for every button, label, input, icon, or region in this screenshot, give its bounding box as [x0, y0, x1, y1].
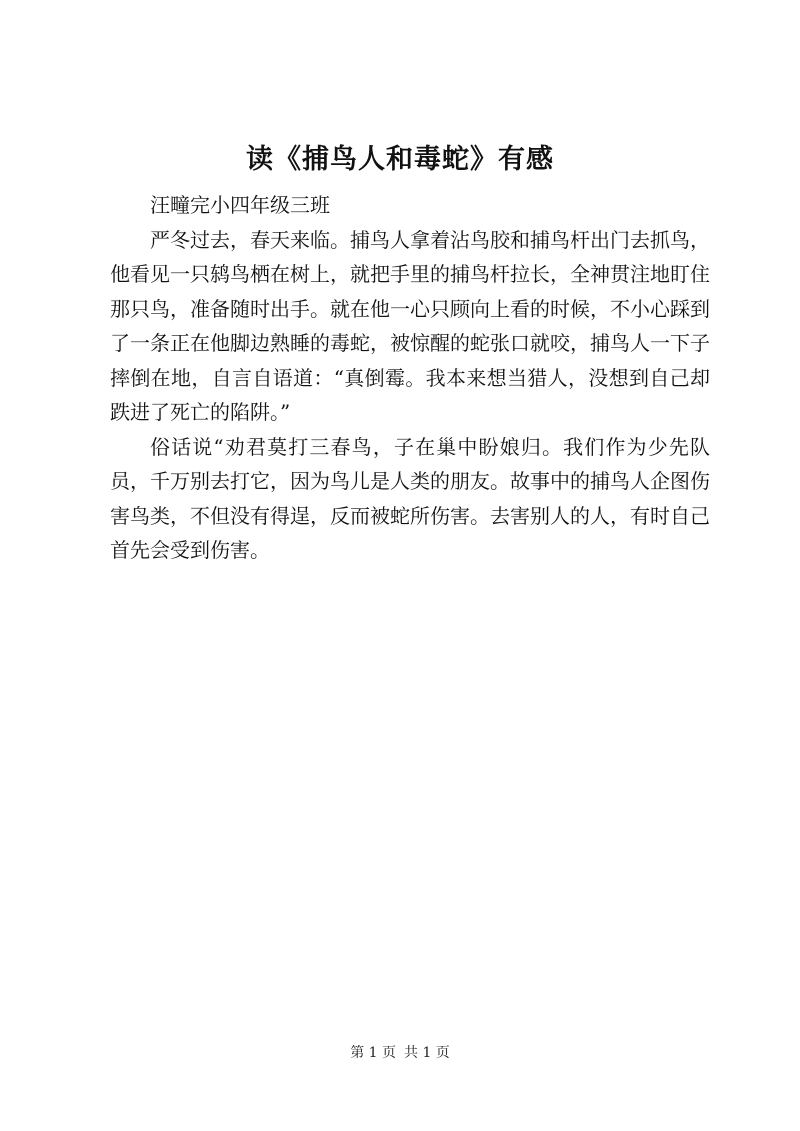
page-total: 共 1 页 — [404, 1045, 450, 1061]
page-footer — [0, 1043, 800, 1063]
body-paragraph: 严冬过去，春天来临。捕鸟人拿着沾鸟胶和捕鸟杆出门去抓鸟，他看见一只鸫鸟栖在树上，就把手里的捕鸟杆拉长，全神贯注地盯住那只鸟，准备随时出手。就在他一心只顾向上看的时候，不小心踩到了一条正在他脚边熟睡的毒蛇，被惊醒的蛇张口就咬，捕鸟人一下子摔倒在地，自言自语道：“真倒霉。我本来想当猎人，没想到自己却跌进了死亡的陷阱。” — [110, 227, 710, 424]
document-body — [110, 188, 710, 568]
document-title: 读《捕鸟人和毒蛇》有感 — [246, 144, 554, 175]
body-paragraph: 俗话说“劝君莫打三春鸟，子在巢中盼娘归。我们作为少先队员，千万别去打它，因为鸟儿是人类的朋友。故事中的捕鸟人企图伤害鸟类，不但没有得逞，反而被蛇所伤害。去害别人的人，有时自己首先会受到伤害。 — [110, 434, 710, 562]
page-number: 第 1 页 — [350, 1045, 396, 1061]
author-line: 汪疃完小四年级三班 — [150, 193, 330, 217]
